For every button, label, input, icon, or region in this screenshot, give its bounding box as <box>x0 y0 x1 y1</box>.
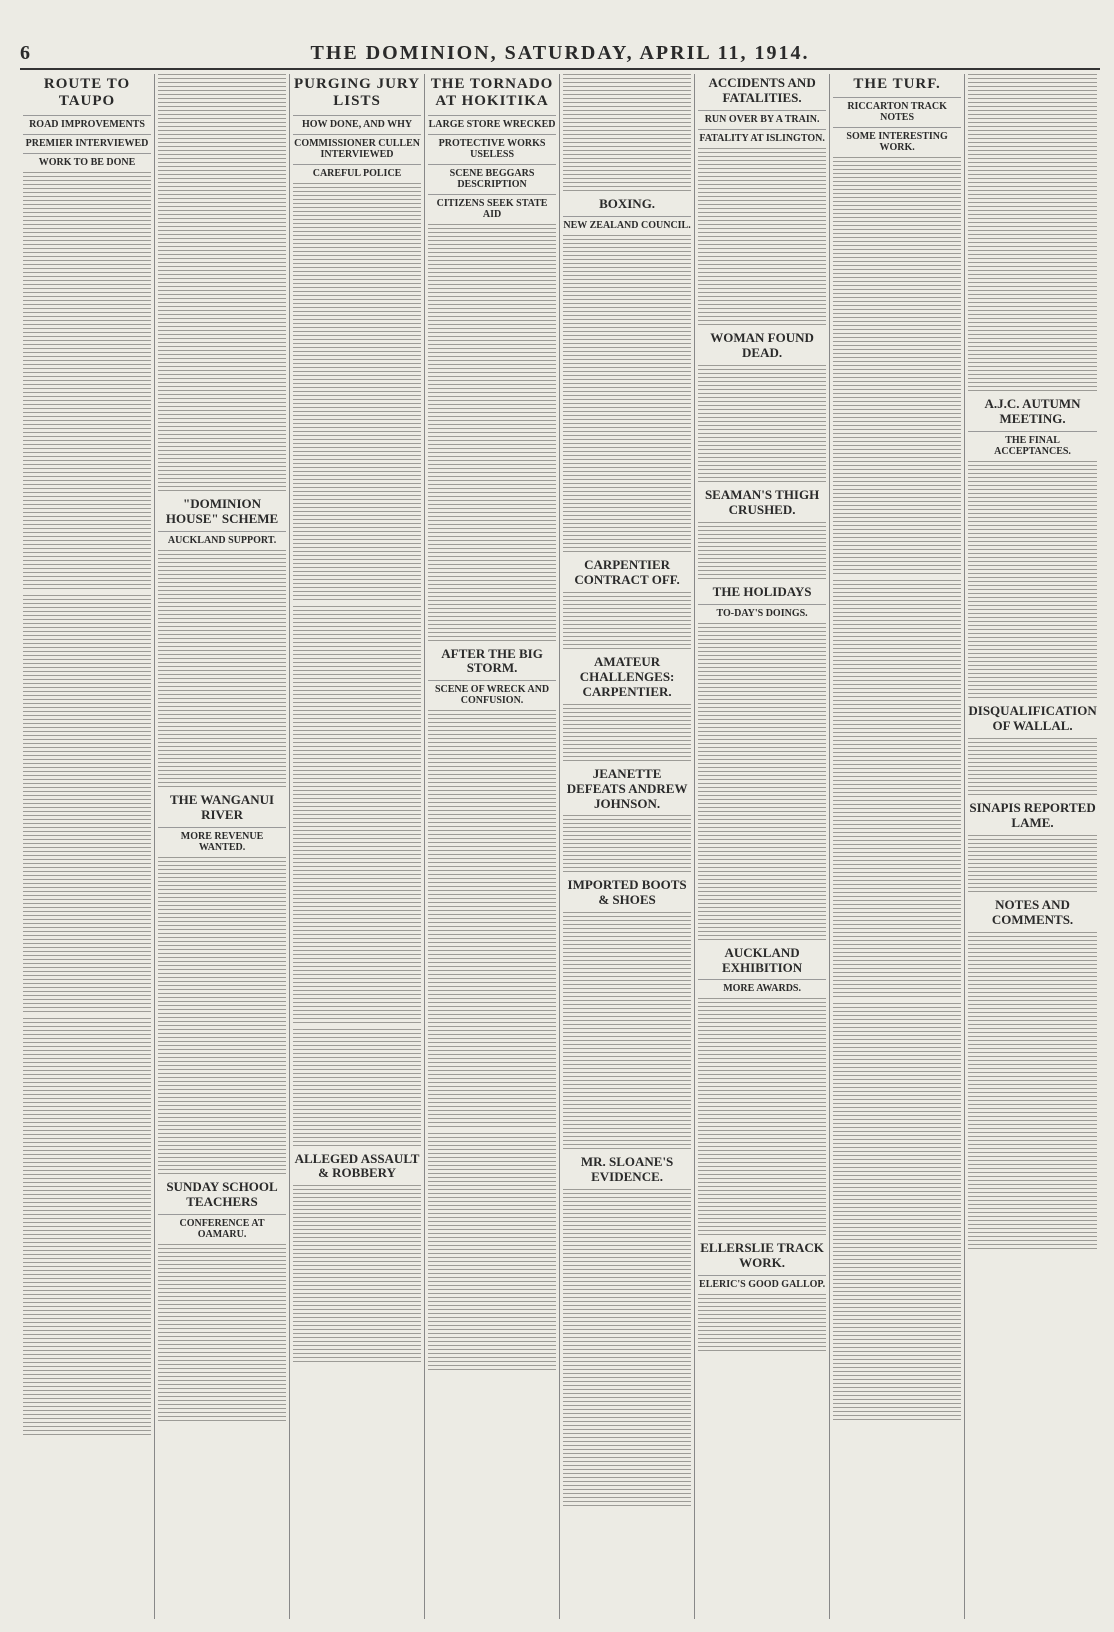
headline-imported-boots: IMPORTED BOOTS & SHOES <box>567 877 687 908</box>
article-body <box>293 1029 421 1149</box>
article-body <box>293 606 421 1026</box>
article-body <box>968 738 1097 798</box>
column-6 <box>695 74 830 1619</box>
subhead: SCENE OF WRECK AND CONFUSION. <box>428 680 556 706</box>
article-body <box>698 365 826 485</box>
article-body <box>293 1185 421 1365</box>
article-body <box>698 623 826 943</box>
headline-boxing: BOXING. <box>599 196 656 211</box>
article-body <box>23 1018 151 1438</box>
headline-sunday-school: SUNDAY SCHOOL TEACHERS <box>166 1178 278 1209</box>
article-body <box>23 172 151 592</box>
article-body <box>968 461 1097 701</box>
article-body <box>293 183 421 603</box>
headline-alleged-assault: ALLEGED ASSAULT & ROBBERY <box>294 1150 420 1181</box>
subhead: MORE AWARDS. <box>698 979 826 994</box>
article-body <box>833 157 961 577</box>
article-body <box>698 998 826 1238</box>
subhead: TO-DAY'S DOINGS. <box>698 604 826 619</box>
headline-tornado-hokitika: THE TORNADO AT HOKITIKA <box>430 76 554 110</box>
column-2 <box>155 74 290 1619</box>
headline-the-turf: THE TURF. <box>853 76 941 92</box>
article-body <box>158 857 286 1177</box>
headline-carpentier-contract: CARPENTIER CONTRACT OFF. <box>574 556 680 587</box>
headline-disqualification-wallal: DISQUALIFICATION OF WALLAL. <box>968 702 1097 733</box>
article-body <box>563 74 691 194</box>
article-body <box>158 550 286 790</box>
newspaper-title: THE DOMINION, SATURDAY, APRIL 11, 1914. <box>310 41 810 64</box>
subhead: WORK TO BE DONE <box>23 153 151 168</box>
subhead: ELERIC'S GOOD GALLOP. <box>698 1275 826 1290</box>
column-7 <box>830 74 965 1619</box>
headline-after-the-storm: AFTER THE BIG STORM. <box>441 645 543 676</box>
column-4 <box>425 74 560 1619</box>
column-8 <box>965 74 1100 1619</box>
subhead: NEW ZEALAND COUNCIL. <box>563 216 691 231</box>
headline-wanganui-river: THE WANGANUI RIVER <box>169 791 275 822</box>
article-body <box>158 74 286 494</box>
subhead: HOW DONE, AND WHY <box>293 115 421 130</box>
headline-auckland-exhibition: AUCKLAND EXHIBITION <box>721 944 803 975</box>
headline-ellerslie-track: ELLERSLIE TRACK WORK. <box>700 1240 824 1271</box>
headline-holidays: THE HOLIDAYS <box>712 583 812 599</box>
article-body <box>563 235 691 555</box>
headline-sloane-evidence: MR. SLOANE'S EVIDENCE. <box>580 1154 674 1185</box>
article-body <box>698 522 826 582</box>
subhead: COMMISSIONER CULLEN INTERVIEWED <box>293 134 421 160</box>
headline-woman-found-dead: WOMAN FOUND DEAD. <box>710 329 814 360</box>
article-body <box>23 595 151 1015</box>
article-body <box>698 148 826 328</box>
column-1 <box>20 74 155 1619</box>
article-body <box>968 835 1097 895</box>
headline-purging-jury-lists: PURGING JURY LISTS <box>294 76 421 110</box>
subhead: CAREFUL POLICE <box>293 164 421 179</box>
subhead: PREMIER INTERVIEWED <box>23 134 151 149</box>
subhead: LARGE STORE WRECKED <box>428 115 556 130</box>
headline-notes-comments: NOTES AND COMMENTS. <box>991 896 1074 927</box>
subhead: SCENE BEGGARS DESCRIPTION <box>428 164 556 190</box>
article-body <box>563 912 691 1152</box>
article-body <box>563 1189 691 1509</box>
subhead: MORE REVENUE WANTED. <box>158 827 286 853</box>
headline-seaman-thigh: SEAMAN'S THIGH CRUSHED. <box>704 486 820 517</box>
article-body <box>563 592 691 652</box>
article-body <box>833 580 961 1000</box>
headline-sinapis-lame: SINAPIS REPORTED LAME. <box>969 799 1096 830</box>
subhead: RICCARTON TRACK NOTES <box>833 97 961 123</box>
subhead: THE FINAL ACCEPTANCES. <box>968 431 1097 457</box>
subhead: AUCKLAND SUPPORT. <box>158 531 286 546</box>
headline-dominion-house: "DOMINION HOUSE" SCHEME <box>165 496 279 526</box>
headline-jeanette-johnson: JEANETTE DEFEATS ANDREW JOHNSON. <box>566 765 688 811</box>
columns <box>20 74 1100 1619</box>
masthead <box>20 38 1100 70</box>
subhead: RUN OVER BY A TRAIN. <box>698 110 826 125</box>
column-5 <box>560 74 695 1619</box>
headline-route-to-taupo: ROUTE TO TAUPO <box>43 76 131 110</box>
article-body <box>158 1244 286 1424</box>
subhead: CITIZENS SEEK STATE AID <box>428 194 556 220</box>
subhead: CONFERENCE AT OAMARU. <box>158 1214 286 1240</box>
column-3 <box>290 74 425 1619</box>
headline-accidents: ACCIDENTS AND FATALITIES. <box>708 75 816 105</box>
article-body <box>968 932 1097 1252</box>
article-body <box>428 710 556 1130</box>
article-body <box>833 1003 961 1423</box>
article-body <box>563 704 691 764</box>
headline-ajc-autumn: A.J.C. AUTUMN MEETING. <box>984 396 1081 426</box>
article-body <box>428 224 556 644</box>
article-body <box>698 1294 826 1354</box>
page-number: 6 <box>20 41 30 64</box>
subhead: SOME INTERESTING WORK. <box>833 127 961 153</box>
subhead: PROTECTIVE WORKS USELESS <box>428 134 556 160</box>
article-body <box>968 74 1097 394</box>
headline-amateur-challenges: AMATEUR CHALLENGES: CARPENTIER. <box>579 653 675 699</box>
article-body <box>563 815 691 875</box>
subhead: ROAD IMPROVEMENTS <box>23 115 151 130</box>
subhead: FATALITY AT ISLINGTON. <box>698 129 826 144</box>
article-body <box>428 1133 556 1373</box>
